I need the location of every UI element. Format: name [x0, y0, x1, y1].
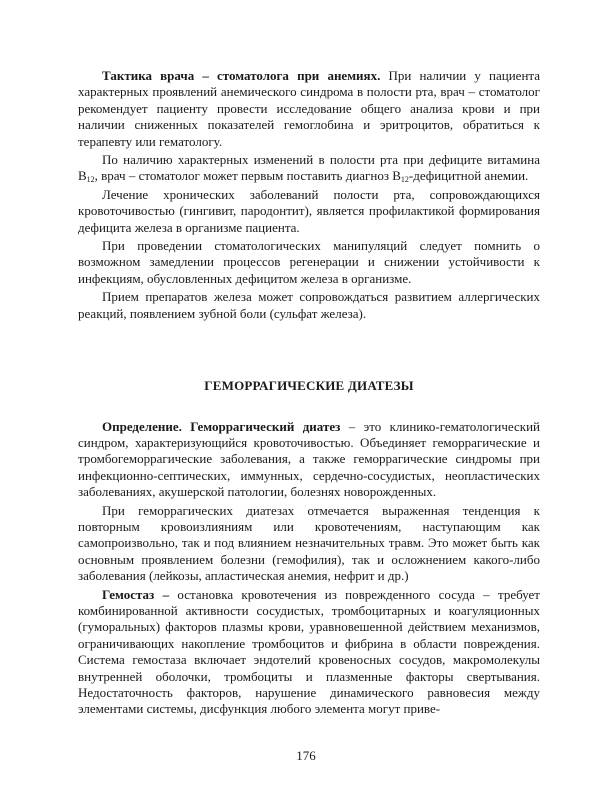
paragraph: При геморрагических диатезах отмечается выраженная тенденция к повторным кровоизлияниям или кровотечениям, наступающим как самопроизвольно, так и под влиянием незначительных травм. Это может быть как основным проявлением болезни (гемофилия), так и осложнением какого-либо заболевания (лейкозы, апластическая анемия, нефрит и др.) [78, 502, 540, 584]
paragraph: Прием препаратов железа может сопровождаться развитием аллергических реакций, появлением зубной боли (сульфат железа). [78, 289, 540, 321]
page-number: 176 [296, 748, 316, 763]
paragraph-text: По наличию характерных изменений в полости рта при дефиците витамина В [78, 152, 540, 184]
paragraph-text: , врач – стоматолог может первым поставить диагноз В [94, 168, 401, 184]
paragraph: Лечение хронических заболеваний полости рта, сопровождающихся кровоточивостью (гингивит, пародонтит), является профилактикой формирования дефицита железа в организме пациента. [78, 186, 540, 235]
paragraph-heading: Определение. Геморрагический диатез [102, 418, 341, 434]
paragraph [78, 587, 540, 718]
document-page [78, 68, 540, 718]
paragraph [78, 152, 540, 185]
paragraph-text: остановка кровотечения из поврежденного сосуда – требует комбинированной активности сосудистых, тромбоцитарных и коагуляционных (гуморальных) факторов плазмы крови, уравновешенной действием механизмов, ограничивающих накопление тромбоцитов и фибрина в области повреждения. Система гемостаза включает эндотелий кровеносных сосудов, макромолекулы внутренней оболочки, тромбоциты и плазменные факторы свертывания. Недостаточность факторов, нарушение динамического равновесия между элементами системы, дисфункция любого элемента могут приве- [78, 586, 540, 717]
subscript: 12 [86, 175, 95, 185]
subscript: 12 [400, 175, 409, 185]
paragraph: При проведении стоматологических манипуляций следует помнить о возможном замедлении процессов регенерации и снижении устойчивости к инфекциям, обусловленных дефицитом железа в организме. [78, 238, 540, 286]
paragraph [78, 419, 540, 501]
paragraph-heading: Тактика врача – стоматолога при анемиях. [102, 68, 381, 83]
section-title: ГЕМОРРАГИЧЕСКИЕ ДИАТЕЗЫ [204, 378, 414, 394]
paragraph-text: -дефицитной анемии. [408, 168, 529, 184]
paragraph-heading: Гемостаз – [102, 586, 170, 602]
paragraph [78, 68, 540, 150]
paragraph-text: При наличии у пациента характерных проявлений анемического синдрома в полости рта, врач – стоматолог рекомендует пациенту провести исследование общего анализа крови и при наличии сниженных показателей гемоглобина и эритроцитов, обратиться к терапевту или гематологу. [78, 68, 541, 149]
paragraph-text: – это клинико-гематологический синдром, характеризующийся кровоточивостью. Объединяет геморрагические и тромбогеморрагические заболевания, а также геморрагические синдромы при инфекционно-септических, иммунных, сердечно-сосудистых, неопластических заболеваниях, акушерской патологии, болезнях новорожденных. [78, 418, 540, 500]
